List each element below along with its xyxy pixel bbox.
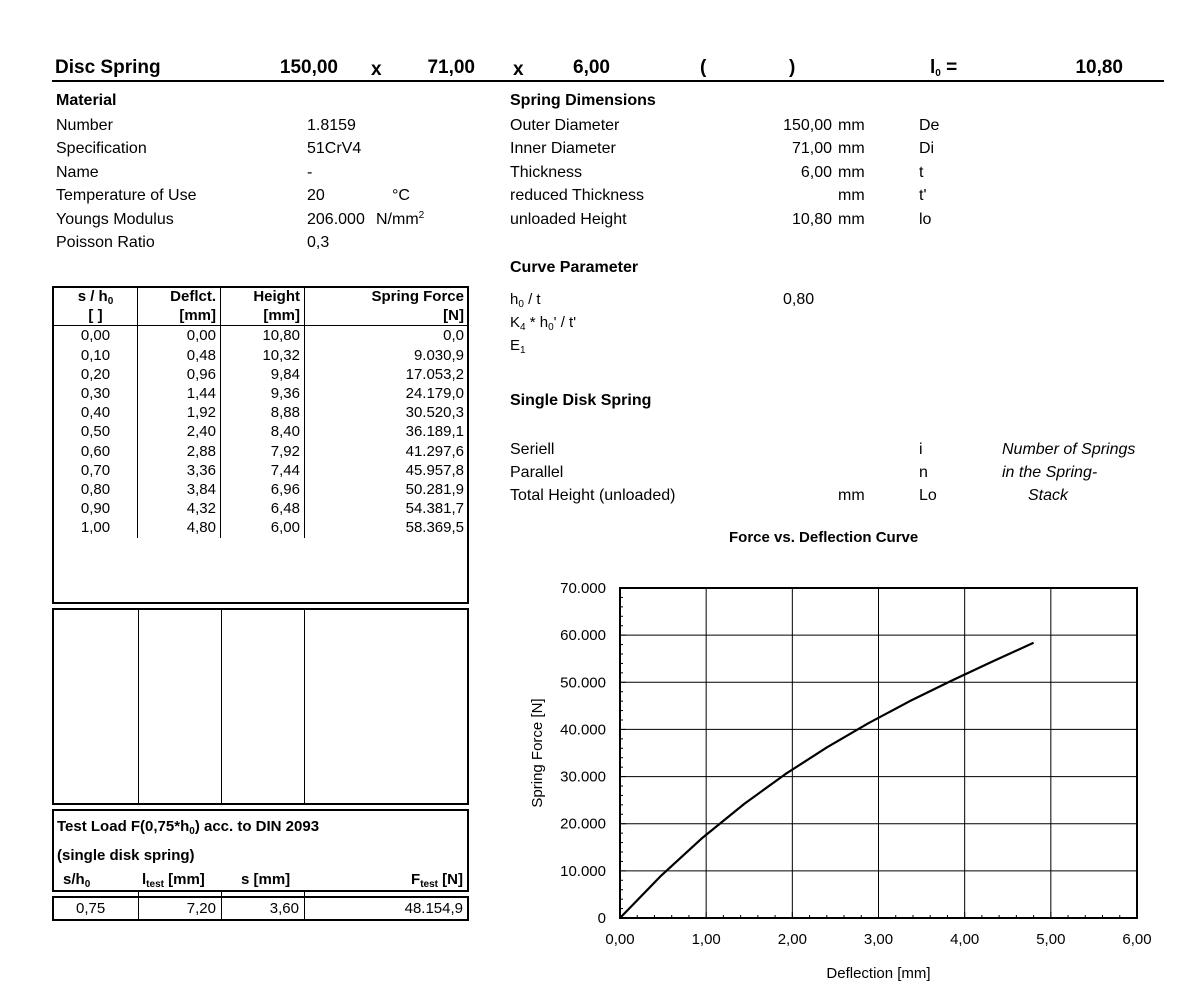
x-tick-label: 6,00 [1122,931,1152,948]
dimension-unit: mm [838,117,865,134]
table-row [54,442,469,461]
cell-force: 24.179,0 [305,384,469,403]
header-times-2: x [513,59,524,80]
test-row-divider [221,892,222,920]
dimension-symbol: t' [919,187,927,204]
material-unit: °C [392,187,410,204]
test-col-s-h0: $s/h_0$ [63,871,91,890]
material-value: 1.8159 [307,117,356,134]
total-height-label: Total Height (unloaded) [510,487,676,504]
empty-table-block [52,608,469,805]
dimension-label: Outer Diameter [510,117,620,134]
cell-force: 17.053,2 [305,365,469,384]
cell-s-h0: 1,00 [54,518,138,537]
unit-deflection: [mm] [138,306,221,326]
material-label: Poisson Ratio [56,234,155,251]
chart-title: Force vs. Deflection Curve [729,529,919,546]
header-l0-label: $l_0$ = [930,57,958,79]
cell-s-h0: 0,20 [54,365,138,384]
dimension-symbol: De [919,117,940,134]
material-label: Specification [56,140,147,157]
material-value: - [307,164,313,181]
test-value-s-h0: 0,75 [76,900,106,917]
table-row [54,384,469,403]
cell-height: 7,44 [221,461,305,480]
cell-height: 8,40 [221,422,305,441]
table-row [54,480,469,499]
material-heading: Material [56,92,117,109]
material-value: 0,3 [307,234,330,251]
test-value-f-test: 48.154,9 [404,900,463,917]
col-header-spring-force: Spring Force [305,287,469,306]
k4-label: $K_4 * h_0'$ / t' [510,314,577,333]
empty-block-divider [138,608,139,805]
y-tick-label: 0 [597,910,606,927]
cell-force: 45.957,8 [305,461,469,480]
test-row-divider [138,892,139,920]
cell-s-h0: 0,40 [54,403,138,422]
cell-deflection: 0,48 [138,346,221,365]
test-load-title: Test Load $F(0,75*h_0)$ acc. to DIN 2093 [57,818,320,837]
header-thickness: 6,00 [573,57,610,78]
header-l0-value: 10,80 [1075,57,1123,78]
cell-height: 8,88 [221,403,305,422]
material-label: Youngs Modulus [56,211,174,228]
col-header-deflection: Deflct. [138,287,221,306]
table-row [54,346,469,365]
test-col-l-test: $l_{test}$ [mm] [142,871,205,890]
table-unit-row [54,306,469,326]
cell-deflection: 4,32 [138,499,221,518]
table-row [54,403,469,422]
dimension-unit: mm [838,211,865,228]
header-paren-open: ( [700,57,707,78]
test-row-divider [304,892,305,920]
header-outer-diameter: 150,00 [279,57,338,78]
header-inner-diameter: 71,00 [427,57,475,78]
cell-height: 6,48 [221,499,305,518]
x-tick-label: 4,00 [950,931,980,948]
deflection-table [53,287,469,538]
cell-height: 6,00 [221,518,305,537]
y-axis-label: Spring Force [N] [529,698,546,808]
table-row [54,461,469,480]
unit-s-h0: [ ] [54,306,138,326]
x-axis-label: Deflection [mm] [826,965,931,982]
cell-height: 6,96 [221,480,305,499]
material-value: 206.000 [307,211,365,228]
parallel-symbol: n [919,464,928,481]
h0-over-t-label: $h_0$ / t [510,291,541,310]
dimension-symbol: lo [919,211,932,228]
dimensions-heading: Spring Dimensions [510,92,656,109]
dimension-unit: mm [838,187,865,204]
single-disk-heading: Single Disk Spring [510,392,652,409]
header-times-1: x [371,59,382,80]
table-header-row [54,287,469,306]
cell-height: 7,92 [221,442,305,461]
cell-height: 10,32 [221,346,305,365]
cell-deflection: 1,44 [138,384,221,403]
dimension-unit: mm [838,140,865,157]
empty-block-divider [304,608,305,805]
cell-force: 54.381,7 [305,499,469,518]
cell-force: 9.030,9 [305,346,469,365]
y-tick-label: 40.000 [560,721,606,739]
stack-note-1: Number of Springs [1002,441,1136,458]
y-tick-label: 20.000 [560,815,606,833]
cell-force: 0,0 [305,326,469,346]
seriell-symbol: i [919,441,923,458]
cell-s-h0: 0,30 [54,384,138,403]
cell-height: 9,36 [221,384,305,403]
table-row [54,422,469,441]
stack-note-2: in the Spring- [1002,464,1098,481]
empty-block-divider [221,608,222,805]
cell-height: 10,80 [221,326,305,346]
material-unit: $N/mm^2$ [376,210,425,228]
dimension-value: 6,00 [800,164,832,181]
unit-spring-force: [N] [305,306,469,326]
test-value-l-test: 7,20 [186,900,216,917]
material-value: 20 [307,187,325,204]
table-row [54,518,469,537]
col-header-s-h0: s / $h_0$ [54,287,138,306]
cell-force: 50.281,9 [305,480,469,499]
title: Disc Spring [55,57,161,78]
dimension-symbol: t [919,164,924,181]
e1-label: $E_1$ [510,337,526,356]
cell-deflection: 3,84 [138,480,221,499]
table-row [54,499,469,518]
dimension-unit: mm [838,164,865,181]
cell-force: 30.520,3 [305,403,469,422]
x-tick-label: 3,00 [863,931,894,948]
cell-s-h0: 0,50 [54,422,138,441]
material-label: Name [56,164,99,181]
dimension-label: unloaded Height [510,211,627,228]
force-deflection-curve [620,643,1034,918]
col-header-height: Height [221,287,305,306]
parallel-label: Parallel [510,464,564,481]
y-tick-label: 50.000 [560,674,606,692]
x-tick-label: 5,00 [1036,931,1066,948]
stack-note-3: Stack [1028,487,1069,504]
x-tick-label: 0,00 [605,931,635,948]
unit-height: [mm] [221,306,305,326]
test-value-s: 3,60 [269,900,299,917]
cell-s-h0: 0,70 [54,461,138,480]
y-tick-label: 10.000 [560,862,606,880]
cell-s-h0: 0,00 [54,326,138,346]
test-load-subtitle: (single disk spring) [57,847,195,864]
dimension-label: Inner Diameter [510,140,616,157]
cell-s-h0: 0,80 [54,480,138,499]
force-deflection-chart [500,560,1190,990]
x-tick-label: 1,00 [691,931,721,948]
total-height-symbol: Lo [919,487,937,504]
header-underline [52,80,1164,82]
material-label: Number [56,117,113,134]
cell-deflection: 4,80 [138,518,221,537]
total-height-unit: mm [838,487,865,504]
y-tick-label: 30.000 [560,768,606,786]
test-col-s: s [mm] [241,871,291,888]
cell-deflection: 0,96 [138,365,221,384]
material-value: 51CrV4 [307,140,362,157]
y-tick-label: 60.000 [560,627,606,645]
cell-deflection: 2,40 [138,422,221,441]
dimension-value: 150,00 [783,117,832,134]
cell-height: 9,84 [221,365,305,384]
test-col-f-test: $F_{test}$ [N] [411,871,463,890]
table-row [54,326,469,346]
h0-over-t-value: 0,80 [783,291,815,308]
curve-parameter-heading: Curve Parameter [510,259,639,276]
cell-force: 36.189,1 [305,422,469,441]
y-tick-label: 70.000 [560,580,606,597]
dimension-label: reduced Thickness [510,187,644,204]
cell-s-h0: 0,60 [54,442,138,461]
cell-s-h0: 0,10 [54,346,138,365]
table-row [54,365,469,384]
material-label: Temperature of Use [56,187,197,204]
cell-s-h0: 0,90 [54,499,138,518]
cell-deflection: 1,92 [138,403,221,422]
cell-deflection: 3,36 [138,461,221,480]
cell-force: 41.297,6 [305,442,469,461]
seriell-label: Seriell [510,441,555,458]
cell-force: 58.369,5 [305,518,469,537]
dimension-symbol: Di [919,140,935,157]
dimension-label: Thickness [510,164,583,181]
dimension-value: 71,00 [791,140,832,157]
x-tick-label: 2,00 [777,931,807,948]
dimension-value: 10,80 [791,211,832,228]
header-paren-close: ) [789,57,796,78]
cell-deflection: 0,00 [138,326,221,346]
cell-deflection: 2,88 [138,442,221,461]
